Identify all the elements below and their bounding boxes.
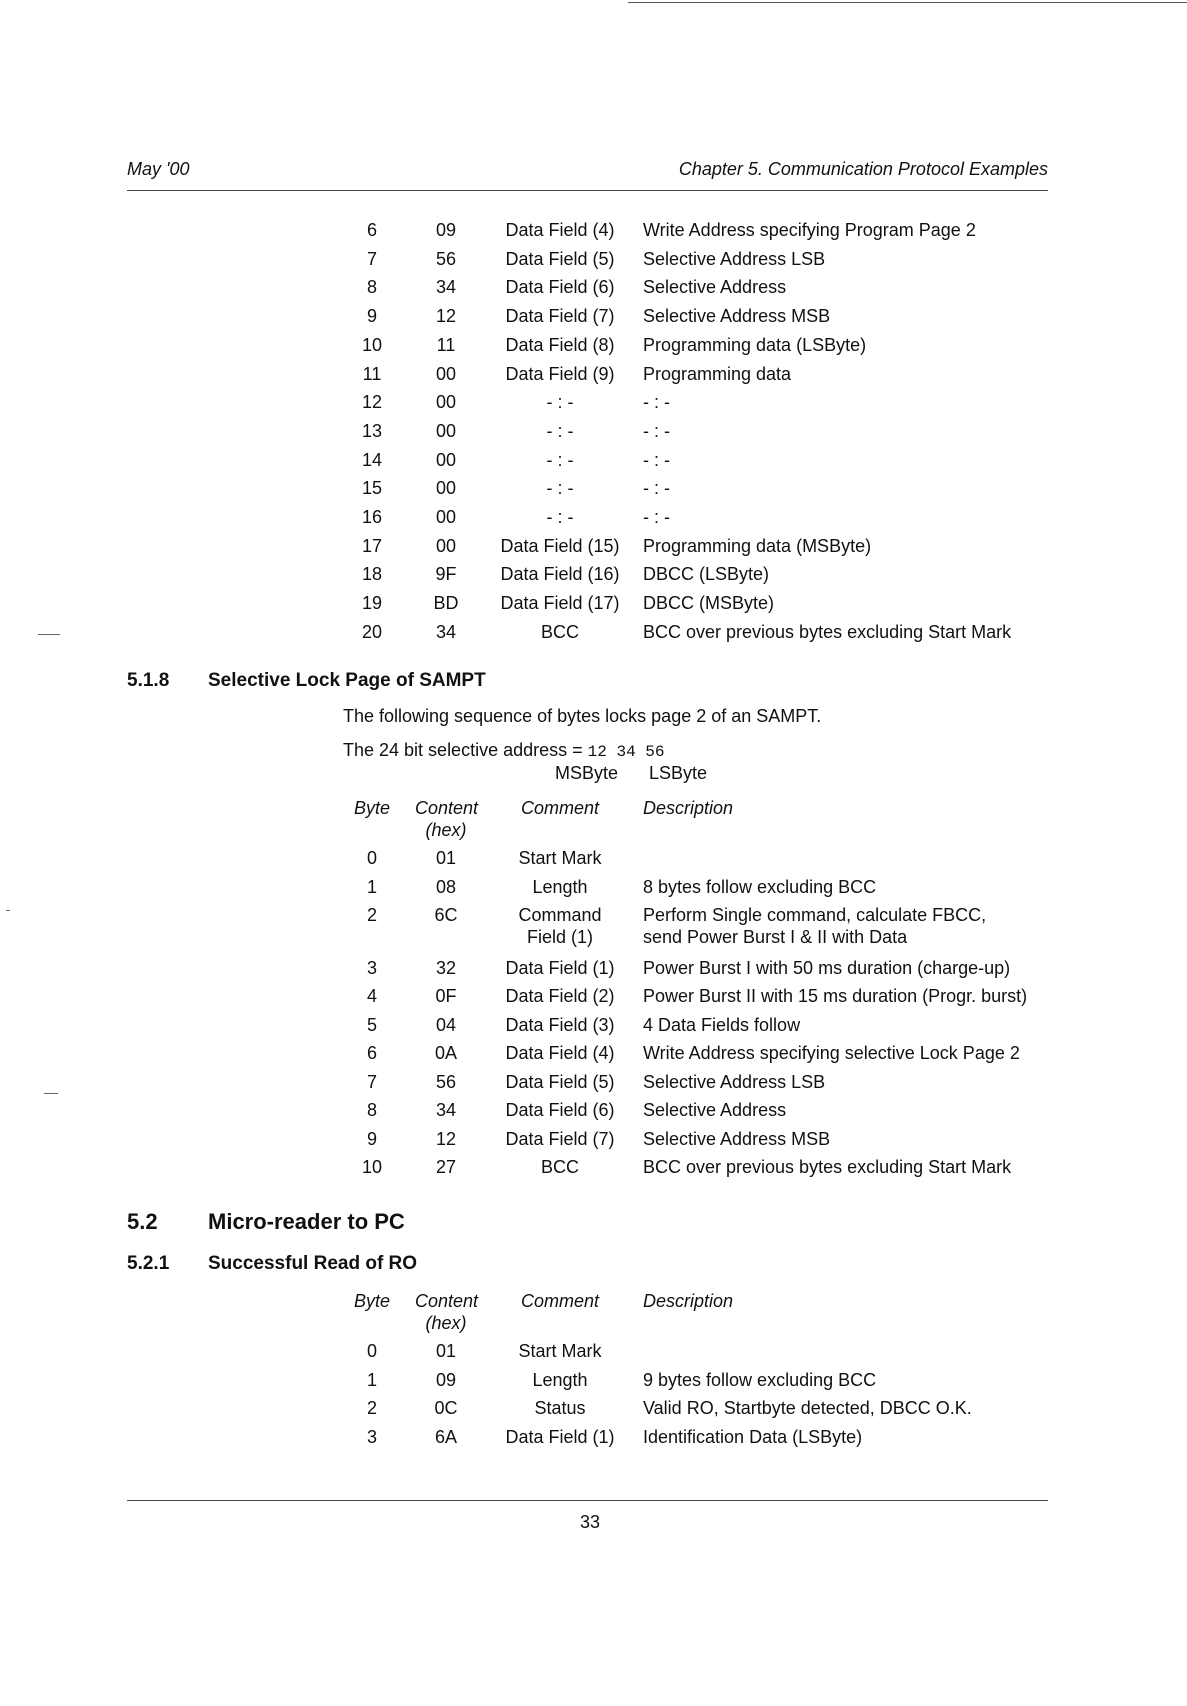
comment-cell: Status xyxy=(534,1398,586,1418)
byte-cell: 4 xyxy=(366,986,377,1006)
msbyte-label: MSByte xyxy=(555,763,619,783)
content-cell: 00 xyxy=(435,420,457,441)
byte-cell: 16 xyxy=(361,507,383,527)
byte-cell: 11 xyxy=(362,363,382,384)
content-cell: 00 xyxy=(435,478,457,499)
content-cell: 11 xyxy=(436,334,456,355)
table-row xyxy=(0,621,1187,647)
table-row xyxy=(0,876,1187,902)
byte-cell: 18 xyxy=(361,564,383,585)
table-row xyxy=(0,477,1187,503)
table-row xyxy=(0,1369,1187,1395)
description-cell: Selective Address LSB xyxy=(643,1071,826,1092)
table-row xyxy=(0,1340,1187,1366)
comment-cell: - : - xyxy=(546,478,574,499)
section-number: 5.1.8 xyxy=(127,670,170,691)
description-cell: Selective Address xyxy=(643,1100,787,1120)
comment-cell: - : - xyxy=(546,507,574,527)
section-number: 5.2 xyxy=(127,1209,158,1234)
byte-cell: 8 xyxy=(366,1100,377,1120)
comment-cell: Start Mark xyxy=(518,848,602,868)
byte-cell: 3 xyxy=(366,957,377,978)
byte-cell: 6 xyxy=(366,1043,377,1063)
content-cell: 27 xyxy=(435,1157,457,1177)
content-cell: 9F xyxy=(435,564,457,585)
comment-cell: Data Field (2) xyxy=(505,986,615,1006)
content-cell: 34 xyxy=(435,277,457,298)
description-cell: BCC over previous bytes excluding Start Mark xyxy=(643,1157,1012,1177)
description-cell: Valid RO, Startbyte detected, DBCC O.K. xyxy=(643,1398,972,1418)
table-row xyxy=(0,1099,1187,1125)
table-row xyxy=(0,592,1187,618)
description-cell: Selective Address xyxy=(643,277,787,298)
content-cell: 08 xyxy=(435,876,457,897)
comment-cell: - : - xyxy=(546,449,574,470)
section-number: 5.2.1 xyxy=(127,1253,170,1274)
table-row xyxy=(0,363,1187,389)
comment-cell: Data Field (16) xyxy=(500,564,620,585)
table-row xyxy=(0,563,1187,589)
byte-cell: 8 xyxy=(366,277,377,298)
table-row xyxy=(0,391,1187,417)
byte-cell: 19 xyxy=(361,593,383,614)
description-cell: Write Address specifying Program Page 2 xyxy=(643,220,976,240)
description-cell: Write Address specifying selective Lock Page 2 xyxy=(643,1043,1020,1063)
table-row xyxy=(0,1397,1187,1423)
section-title: Micro-reader to PC xyxy=(208,1209,405,1234)
content-cell: 01 xyxy=(435,848,457,868)
content-cell: BD xyxy=(433,593,459,614)
table-row xyxy=(0,1014,1187,1040)
content-cell: 0A xyxy=(434,1043,458,1063)
comment-cell: Data Field (7) xyxy=(505,1128,615,1149)
byte-cell: 0 xyxy=(366,848,377,868)
table-row xyxy=(0,535,1187,561)
table-row xyxy=(0,420,1187,446)
comment-cell: Data Field (7) xyxy=(505,306,615,327)
comment-cell: Data Field (4) xyxy=(505,220,615,240)
section-title: Successful Read of RO xyxy=(208,1253,418,1274)
description-cell: DBCC (LSByte) xyxy=(643,564,770,585)
table-row xyxy=(0,1156,1187,1182)
content-cell: 12 xyxy=(435,306,457,327)
description-cell: 9 bytes follow excluding BCC xyxy=(643,1369,877,1390)
byte-cell: 17 xyxy=(361,535,383,556)
byte-cell: 15 xyxy=(361,478,383,499)
col-content: Content (hex) xyxy=(415,798,479,840)
footer-rule xyxy=(127,1500,1048,1501)
header-date: May '00 xyxy=(127,159,190,179)
table-row xyxy=(0,1426,1187,1452)
table-row xyxy=(0,276,1187,302)
content-cell: 12 xyxy=(435,1128,457,1149)
comment-cell: Data Field (4) xyxy=(505,1043,615,1063)
byte-cell: 12 xyxy=(361,392,383,413)
comment-cell: Data Field (3) xyxy=(505,1014,615,1035)
comment-cell: - : - xyxy=(546,420,574,441)
table-row xyxy=(0,1071,1187,1097)
header-rule xyxy=(127,190,1048,191)
description-cell: Perform Single command, calculate FBCC, send Power Burst I & II with Data xyxy=(643,905,987,947)
description-cell: - : - xyxy=(643,449,670,470)
description-cell: Programming data xyxy=(643,363,792,384)
description-cell: Programming data (MSByte) xyxy=(643,535,872,556)
byte-cell: 2 xyxy=(366,1398,377,1418)
byte-cell: 13 xyxy=(361,420,383,441)
comment-cell: Command Field (1) xyxy=(518,905,602,947)
table-row xyxy=(0,1042,1187,1068)
byte-cell: 20 xyxy=(361,621,383,642)
description-cell: DBCC (MSByte) xyxy=(643,593,775,614)
byte-cell: 3 xyxy=(366,1426,377,1447)
col-description: Description xyxy=(643,798,734,818)
content-cell: 00 xyxy=(435,449,457,470)
table-row xyxy=(0,334,1187,360)
comment-cell: BCC xyxy=(540,621,579,642)
section-title: Selective Lock Page of SAMPT xyxy=(208,670,486,691)
description-cell: Selective Address MSB xyxy=(643,1128,831,1149)
content-cell: 0F xyxy=(435,986,457,1006)
byte-cell: 5 xyxy=(366,1014,377,1035)
byte-cell: 7 xyxy=(366,248,377,269)
byte-cell: 7 xyxy=(366,1071,377,1092)
description-cell: 8 bytes follow excluding BCC xyxy=(643,876,877,897)
comment-cell: - : - xyxy=(546,392,574,413)
byte-cell: 6 xyxy=(366,220,377,240)
content-cell: 00 xyxy=(435,363,457,384)
comment-cell: Start Mark xyxy=(518,1341,602,1361)
col-byte: Byte xyxy=(353,1291,391,1311)
description-cell: - : - xyxy=(643,478,670,499)
description-cell: Selective Address MSB xyxy=(643,306,831,327)
comment-cell: Data Field (17) xyxy=(500,593,620,614)
col-content: Content (hex) xyxy=(415,1291,479,1333)
description-cell: Selective Address LSB xyxy=(643,248,826,269)
content-cell: 34 xyxy=(435,621,457,642)
col-byte: Byte xyxy=(353,798,391,818)
table-row xyxy=(0,985,1187,1011)
table-row xyxy=(0,847,1187,873)
section-intro: The following sequence of bytes locks page 2 of an SAMPT. xyxy=(343,706,822,726)
byte-cell: 10 xyxy=(361,334,383,355)
byte-cell: 1 xyxy=(366,1369,377,1390)
comment-cell: Data Field (9) xyxy=(505,363,615,384)
table-row xyxy=(0,506,1187,532)
col-comment: Comment xyxy=(520,1291,600,1311)
table-row xyxy=(0,957,1187,983)
description-cell: - : - xyxy=(643,507,670,527)
description-cell: Power Burst I with 50 ms duration (charge-up) xyxy=(643,957,1011,978)
description-cell: BCC over previous bytes excluding Start Mark xyxy=(643,621,1012,642)
byte-cell: 1 xyxy=(366,876,377,897)
byte-cell: 0 xyxy=(366,1341,377,1361)
byte-cell: 9 xyxy=(366,306,377,327)
byte-cell: 2 xyxy=(366,905,377,925)
content-cell: 56 xyxy=(435,248,457,269)
lsbyte-label: LSByte xyxy=(649,763,708,783)
comment-cell: Data Field (6) xyxy=(505,1100,615,1120)
content-cell: 09 xyxy=(435,1369,457,1390)
description-cell: - : - xyxy=(643,420,670,441)
selective-address-label: The 24 bit selective address = xyxy=(343,740,583,760)
table-header xyxy=(0,1290,1187,1338)
comment-cell: Data Field (5) xyxy=(505,1071,615,1092)
table-row xyxy=(0,904,1187,947)
content-cell: 0C xyxy=(434,1398,458,1418)
description-cell: Power Burst II with 15 ms duration (Progr. burst) xyxy=(643,986,1028,1006)
content-cell: 04 xyxy=(435,1014,457,1035)
col-comment: Comment xyxy=(520,798,600,818)
selective-address-line xyxy=(343,740,664,761)
comment-cell: Data Field (8) xyxy=(505,334,615,355)
table-header xyxy=(0,797,1187,845)
content-cell: 00 xyxy=(435,507,457,527)
comment-cell: BCC xyxy=(540,1157,579,1177)
byte-cell: 14 xyxy=(361,449,383,470)
comment-cell: Length xyxy=(532,1369,588,1390)
content-cell: 32 xyxy=(435,957,457,978)
content-cell: 56 xyxy=(435,1071,457,1092)
description-cell: Identification Data (LSByte) xyxy=(643,1426,863,1447)
content-cell: 00 xyxy=(435,392,457,413)
table-row xyxy=(0,449,1187,475)
content-cell: 00 xyxy=(435,535,457,556)
table-row xyxy=(0,305,1187,331)
col-description: Description xyxy=(643,1291,734,1311)
top-edge-rule xyxy=(628,2,1187,3)
content-cell: 09 xyxy=(435,220,457,240)
description-cell: Programming data (LSByte) xyxy=(643,334,867,355)
byte-cell: 10 xyxy=(361,1157,383,1177)
table-row xyxy=(0,219,1187,245)
description-cell: - : - xyxy=(643,392,670,413)
byte-cell: 9 xyxy=(366,1128,377,1149)
comment-cell: Data Field (15) xyxy=(500,535,620,556)
description-cell: 4 Data Fields follow xyxy=(643,1014,801,1035)
content-cell: 6C xyxy=(434,905,458,925)
comment-cell: Data Field (5) xyxy=(505,248,615,269)
comment-cell: Length xyxy=(532,876,588,897)
header-chapter-title: Chapter 5. Communication Protocol Examples xyxy=(678,159,1048,179)
content-cell: 01 xyxy=(435,1341,457,1361)
content-cell: 6A xyxy=(434,1426,458,1447)
table-row xyxy=(0,1128,1187,1154)
comment-cell: Data Field (6) xyxy=(505,277,615,298)
comment-cell: Data Field (1) xyxy=(505,1426,615,1447)
content-cell: 34 xyxy=(435,1100,457,1120)
selective-address-value: 12 34 56 xyxy=(587,743,665,761)
page-number: 33 xyxy=(579,1512,601,1532)
table-row xyxy=(0,248,1187,274)
comment-cell: Data Field (1) xyxy=(505,957,615,978)
